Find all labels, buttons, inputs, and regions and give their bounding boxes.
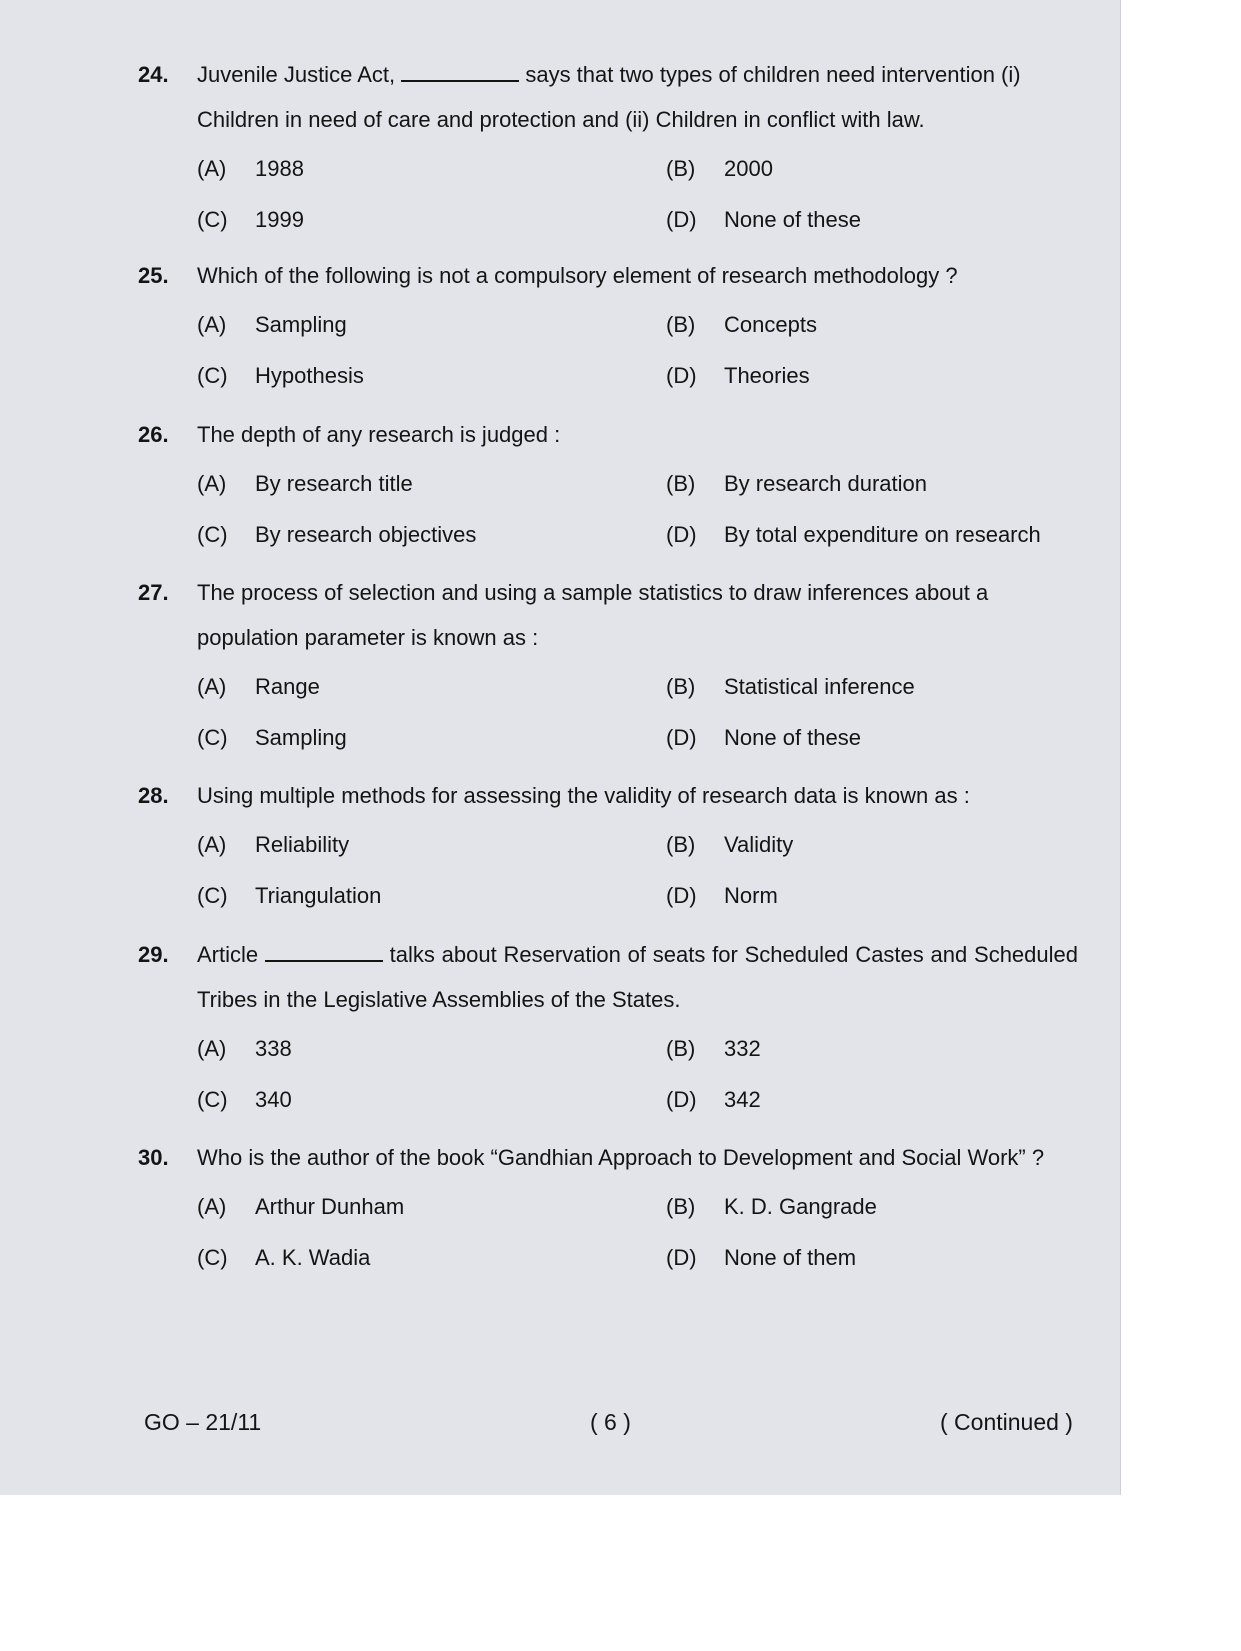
option-d: (D) Norm [666, 883, 778, 908]
question-text: The depth of any research is judged : [197, 422, 561, 447]
paper-code: GO – 21/11 [144, 1409, 262, 1435]
question-number: 28. [138, 783, 169, 808]
question-25 [138, 253, 1078, 404]
option-a: (A) Arthur Dunham [197, 1194, 405, 1219]
question-26 [138, 412, 1078, 563]
question-24 [138, 52, 1078, 248]
question-text: Who is the author of the book “Gandhian Approach to Development and Social Work” ? [197, 1145, 1045, 1170]
option-d: (D) None of these [666, 207, 861, 232]
answer-blank [401, 62, 519, 82]
option-d: (D) None of them [666, 1245, 857, 1270]
options [197, 1184, 1078, 1286]
option-c: (C) 340 [197, 1087, 292, 1112]
option-c: (C) A. K. Wadia [197, 1245, 371, 1270]
question-29 [138, 932, 1078, 1128]
question-text: The process of selection and using a sample statistics to draw inferences about a population parameter is known as : [197, 580, 989, 650]
option-d: (D) Theories [666, 363, 810, 388]
option-d: (D) None of these [666, 725, 861, 750]
question-number: 26. [138, 422, 169, 447]
question-number: 27. [138, 580, 169, 605]
options [197, 822, 1078, 924]
question-text: Which of the following is not a compulsory element of research methodology ? [197, 263, 958, 288]
question-text: Article talks about Reservation of seats for Scheduled Castes and Scheduled Tribes in the Legislative Assemblies of the States. [197, 942, 1078, 1012]
options [197, 1026, 1078, 1128]
question-text: Juvenile Justice Act, says that two types of children need intervention (i) Children in need of care and protection and (ii) Children in conflict with law. [197, 62, 1021, 132]
question-30 [138, 1135, 1078, 1286]
option-b: (B) Concepts [666, 312, 817, 337]
option-b: (B) 2000 [666, 156, 773, 181]
option-a: (A) Reliability [197, 832, 350, 857]
option-b: (B) By research duration [666, 471, 927, 496]
option-b: (B) Validity [666, 832, 794, 857]
option-c: (C) Sampling [197, 725, 347, 750]
question-text: Using multiple methods for assessing the validity of research data is known as : [197, 783, 970, 808]
option-c: (C) 1999 [197, 207, 304, 232]
option-b: (B) K. D. Gangrade [666, 1194, 877, 1219]
option-a: (A) By research title [197, 471, 413, 496]
option-a: (A) Range [197, 674, 320, 699]
option-d: (D) 342 [666, 1087, 761, 1112]
options [197, 664, 1078, 766]
question-27 [138, 570, 1078, 766]
option-c: (C) Hypothesis [197, 363, 364, 388]
answer-blank [265, 942, 383, 962]
option-b: (B) Statistical inference [666, 674, 915, 699]
option-c: (C) By research objectives [197, 522, 477, 547]
option-a: (A) 338 [197, 1036, 292, 1061]
question-number: 25. [138, 263, 169, 288]
option-a: (A) Sampling [197, 312, 347, 337]
question-number: 30. [138, 1145, 169, 1170]
options [197, 146, 1078, 248]
continued-label: ( Continued ) [940, 1409, 1073, 1435]
options [197, 302, 1078, 404]
options [197, 461, 1078, 563]
option-d: (D) By total expenditure on research [666, 522, 1041, 547]
page-number: ( 6 ) [590, 1409, 631, 1435]
option-a: (A) 1988 [197, 156, 304, 181]
option-c: (C) Triangulation [197, 883, 382, 908]
question-number: 29. [138, 942, 169, 967]
option-b: (B) 332 [666, 1036, 761, 1061]
question-28 [138, 773, 1078, 924]
question-number: 24. [138, 62, 169, 87]
